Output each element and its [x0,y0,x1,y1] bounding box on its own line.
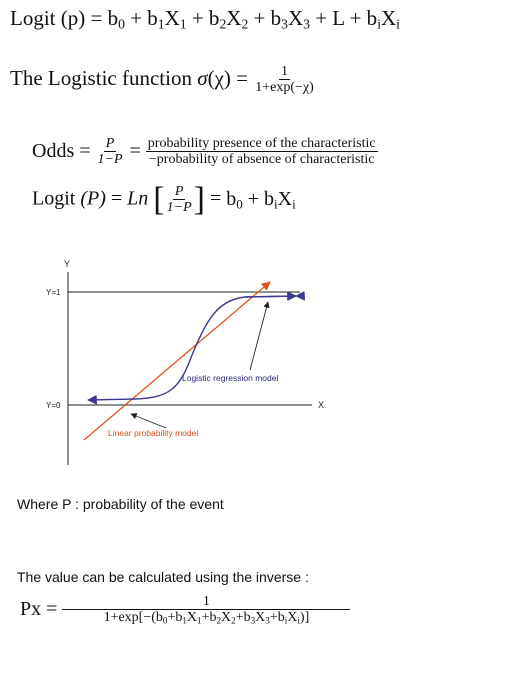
x-axis-label: X [318,400,325,410]
linear-model-line [84,282,270,440]
logistic-vs-linear-diagram [0,250,520,475]
logit-p-fraction: $\frac{P}{1-P}$ [166,183,192,216]
odds-word-fraction: $\frac{\text{probability presence of the characteristic}}{\text{−probability of absence of characteristic}}$ [147,136,376,168]
linear-pointer-arrow [131,414,166,428]
linear-model-label: Linear probability model [108,428,199,438]
inverse-note: The value can be calculated using the inverse : [17,569,309,585]
equals-sign: = [110,187,123,210]
logistic-label: The Logistic function [10,66,192,91]
px-fraction: $\frac{1}{1+\exp[-(b_0+b_1X_1+b_2X_2+b_3X_3+b_iX_i)]}$ [62,594,350,626]
logit-equation [10,6,400,32]
logistic-function-equation [10,64,316,96]
logistic-curve-upper-arrow [245,296,296,297]
logistic-pointer-arrow [250,302,268,370]
logit-label: Logit [10,6,56,30]
equals-sign: = [236,66,248,91]
logit-rhs: $b_0 + b_1X_1 + b_2X_2 + b_3X_3 + L + b_iX_i$ [107,6,400,32]
right-bracket: ] [193,181,205,218]
odds-fraction: $\frac{P}{1-P}$ [97,136,123,168]
logit-p-arg: (P) [80,187,106,210]
px-label: Px [20,597,42,620]
equals-sign-2: = [209,187,222,210]
logistic-model-label: Logistic regression model [182,373,279,383]
ln-operator: Ln [127,187,149,210]
sigma-symbol: σ [197,66,208,91]
y-axis-label: Y [64,259,71,269]
probability-note: Where P : probability of the event [17,496,224,512]
y0-label: Y=0 [46,401,61,410]
logit-p-rhs: $b_0 + b_iX_i$ [226,187,296,211]
logit-p-equation [32,181,296,219]
odds-equation [32,136,378,168]
logit-p-label: Logit [32,187,76,210]
odds-label: Odds [32,139,75,162]
left-bracket: [ [153,181,165,218]
px-denominator: $1+\exp[-(b_0+b_1X_1+b_2X_2+b_3X_3+b_iX_i)]$ [103,610,310,626]
y1-label: Y=1 [46,288,61,297]
logistic-fraction: $\frac{1}{1+\exp(-\chi)}$ [255,64,314,96]
logistic-arg: (χ) [207,66,231,91]
equals-sign: = [79,139,91,162]
equals-sign: = [90,6,103,30]
equals-sign: = [46,597,58,620]
equals-sign-2: = [129,139,141,162]
px-equation [20,594,350,626]
logit-arg: (p) [60,6,86,30]
